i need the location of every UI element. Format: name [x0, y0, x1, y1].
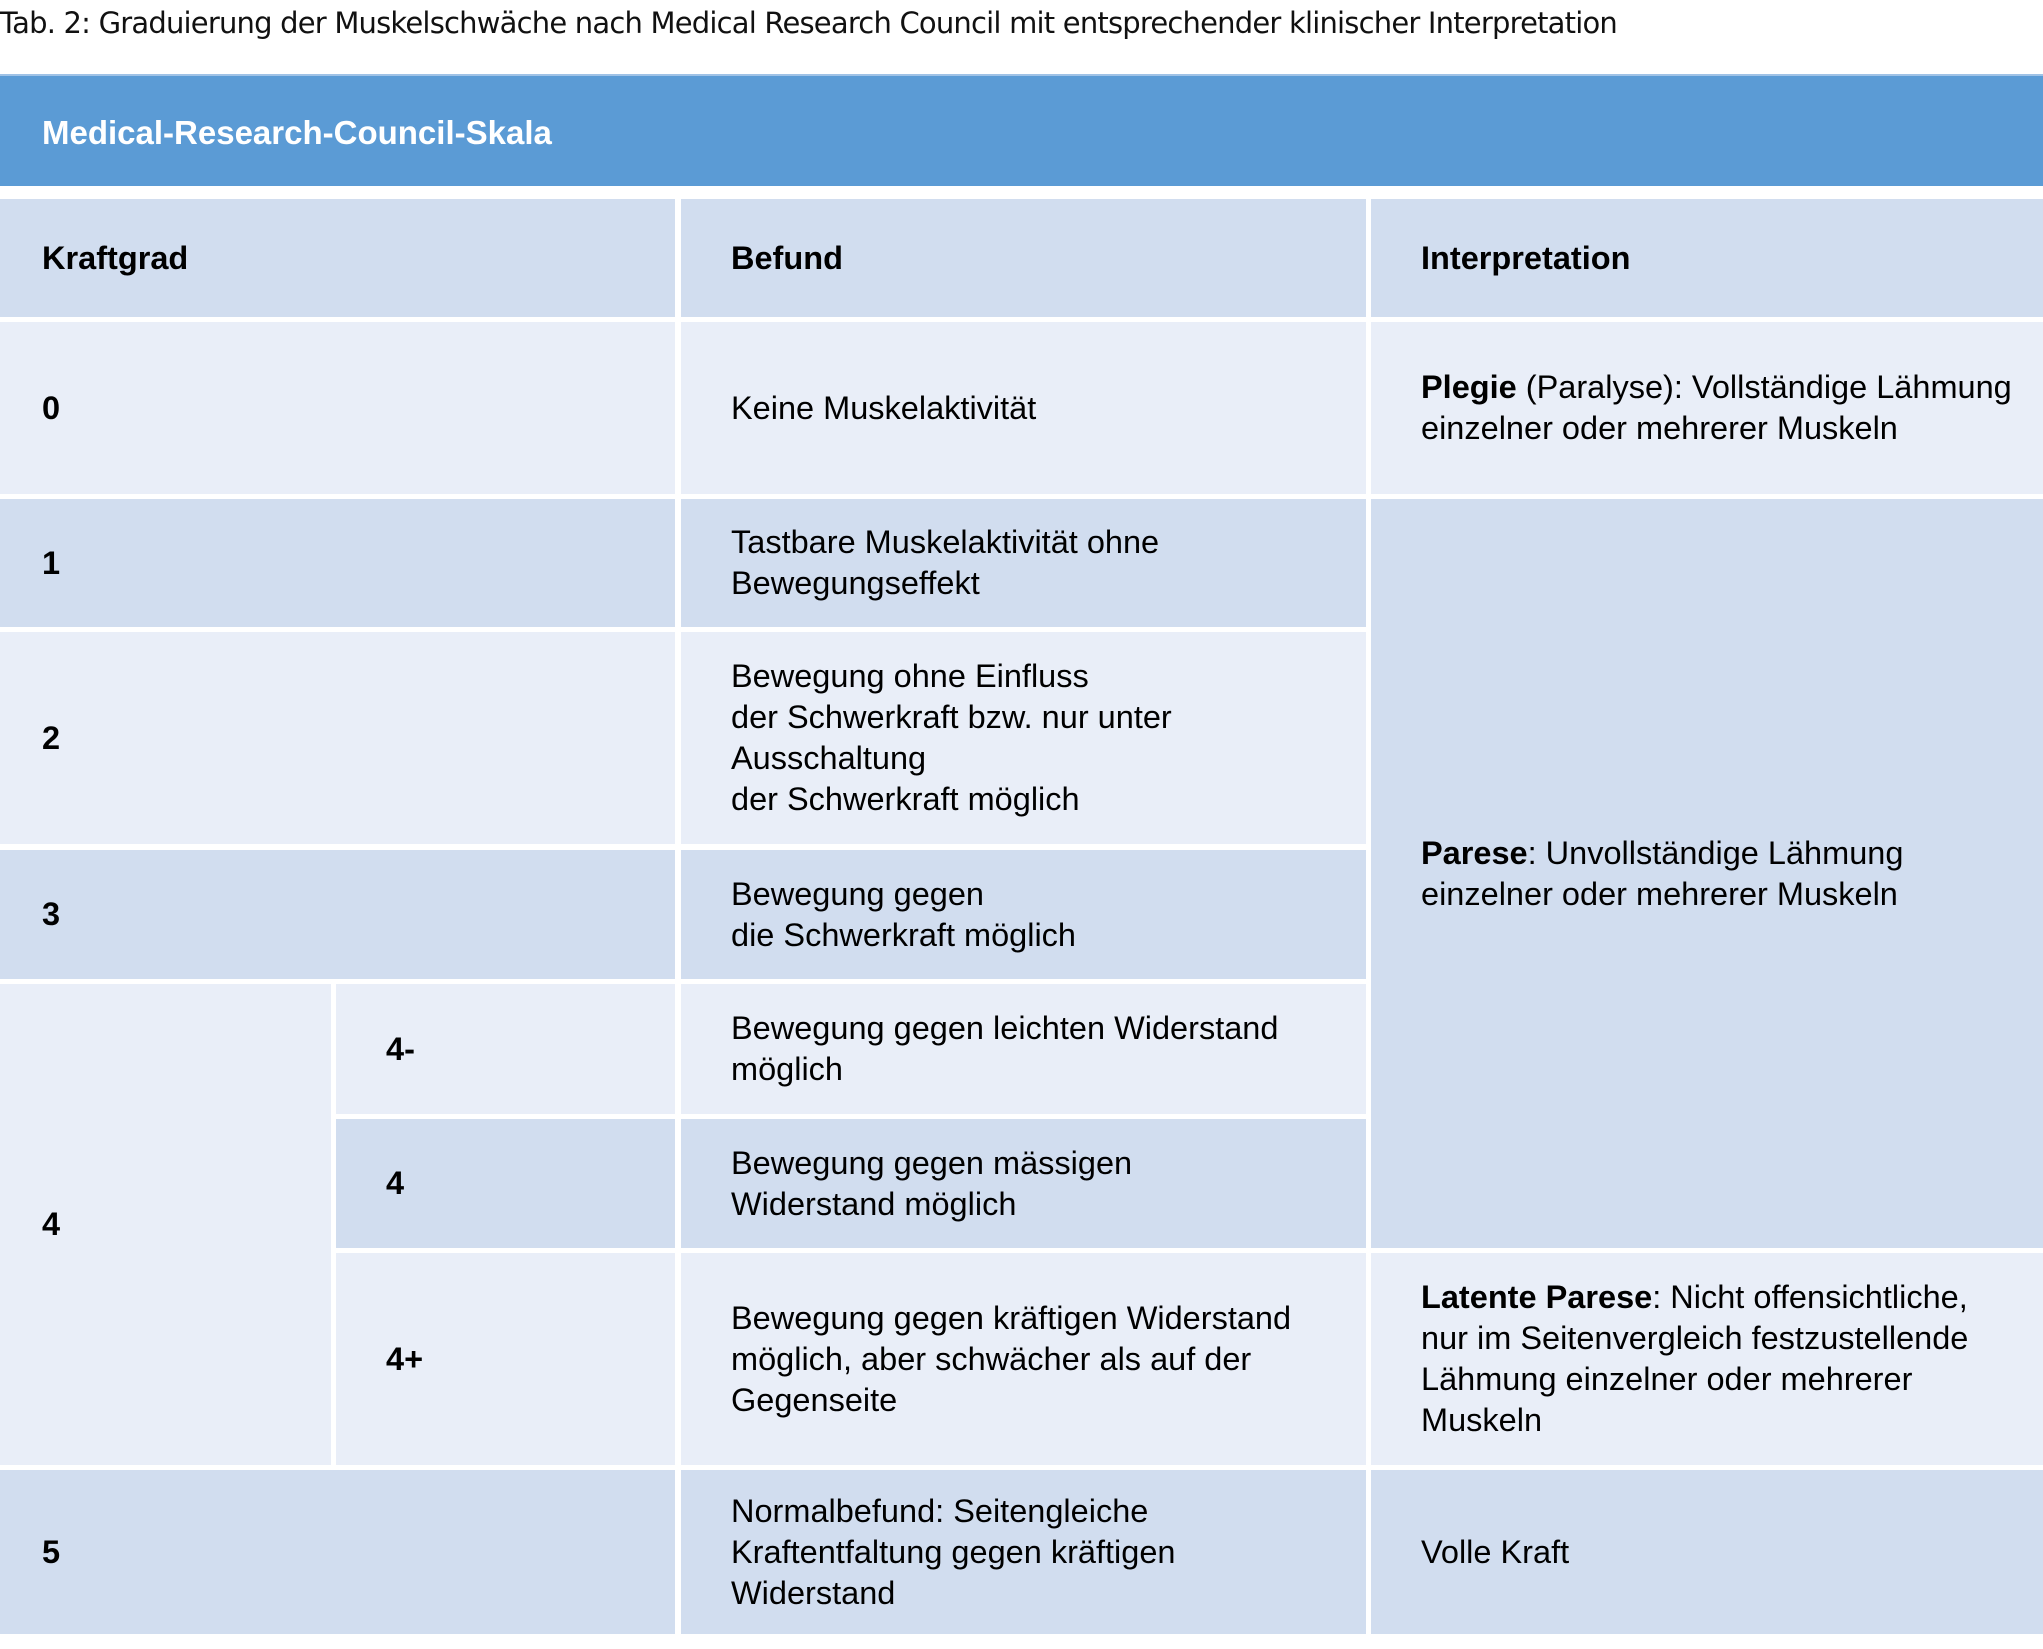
grade-label: 4 — [42, 1206, 61, 1242]
interpretation-text: Volle Kraft — [1421, 1533, 1570, 1570]
table-row-4plus-finding — [681, 1253, 1366, 1465]
grade-label: 1 — [42, 544, 61, 581]
header-interpretation-label: Interpretation — [1421, 239, 1631, 276]
finding-text: Keine Muskelaktivität — [731, 389, 1037, 426]
table-row-0-finding — [681, 322, 1366, 494]
interpretation-parese — [1371, 499, 2043, 1248]
finding-text: Tastbare Muskelaktivität ohne Bewegungseffekt — [731, 524, 1160, 601]
finding-text: Bewegung gegen kräftigen Widerstand möglich, aber schwächer als auf der Gegenseite — [731, 1299, 1292, 1418]
finding-text: Bewegung ohne Einfluss der Schwerkraft bzw. nur unter Ausschaltung der Schwerkraft möglich — [731, 658, 1172, 817]
header-kraftgrad-label: Kraftgrad — [42, 239, 189, 276]
header-kraftgrad — [0, 199, 675, 317]
interpretation-text: (Paralyse): Vollständige Lähmung einzelner oder mehrerer Muskeln — [1421, 369, 2012, 446]
finding-text: Bewegung gegen die Schwerkraft möglich — [731, 875, 1076, 953]
interpretation-text: : Nicht offensichtliche, nur im Seitenvergleich festzustellende Lähmung einzelner oder mehrerer Muskeln — [1421, 1279, 1969, 1438]
table-row-4plus-subgrade — [336, 1253, 675, 1465]
finding-text: Bewegung gegen mässigen Widerstand möglich — [731, 1144, 1133, 1222]
grade-label: 2 — [42, 719, 61, 756]
grade-label: 0 — [42, 389, 61, 426]
table-row-4minus-subgrade — [336, 984, 675, 1114]
header-befund — [681, 199, 1366, 317]
interpretation-term: Plegie — [1421, 369, 1517, 405]
grade-label: 3 — [42, 896, 61, 932]
subgrade-label: 4 — [386, 1165, 405, 1201]
table-row-0-grade — [0, 322, 675, 494]
finding-text: Bewegung gegen leichten Widerstand möglich — [731, 1010, 1279, 1087]
interpretation-plegie — [1371, 322, 2043, 494]
table-row-4-subgrade — [336, 1119, 675, 1248]
subgrade-label: 4+ — [386, 1340, 424, 1377]
interpretation-text: : Unvollständige Lähmung einzelner oder mehrerer Muskeln — [1421, 834, 1904, 912]
header-interpretation — [1371, 199, 2043, 317]
table-title-band — [0, 74, 2043, 186]
table-row-5-grade — [0, 1470, 675, 1634]
table-row-4-grade — [0, 984, 331, 1465]
table-caption: Tab. 2: Graduierung der Muskelschwäche nach Medical Research Council mit entsprechender klinischer Interpretation — [0, 6, 1618, 40]
table-row-1-finding — [681, 499, 1366, 627]
table-row-4-finding — [681, 1119, 1366, 1248]
table-row-2-grade — [0, 632, 675, 844]
interpretation-volle-kraft — [1371, 1470, 2043, 1634]
table-row-4minus-finding — [681, 984, 1366, 1114]
interpretation-term: Latente Parese — [1421, 1279, 1653, 1315]
header-befund-label: Befund — [731, 239, 843, 276]
table-row-5-finding — [681, 1470, 1366, 1634]
table-row-2-finding — [681, 632, 1366, 844]
table-row-3-grade — [0, 850, 675, 979]
table-row-3-finding — [681, 850, 1366, 979]
interpretation-term: Parese — [1421, 834, 1528, 871]
table-row-1-grade — [0, 499, 675, 627]
interpretation-latente-parese — [1371, 1253, 2043, 1465]
subgrade-label: 4- — [386, 1030, 415, 1067]
table-title: Medical-Research-Council-Skala — [42, 114, 552, 151]
finding-text: Normalbefund: Seitengleiche Kraftentfaltung gegen kräftigen Widerstand — [731, 1492, 1176, 1611]
grade-label: 5 — [42, 1533, 61, 1570]
